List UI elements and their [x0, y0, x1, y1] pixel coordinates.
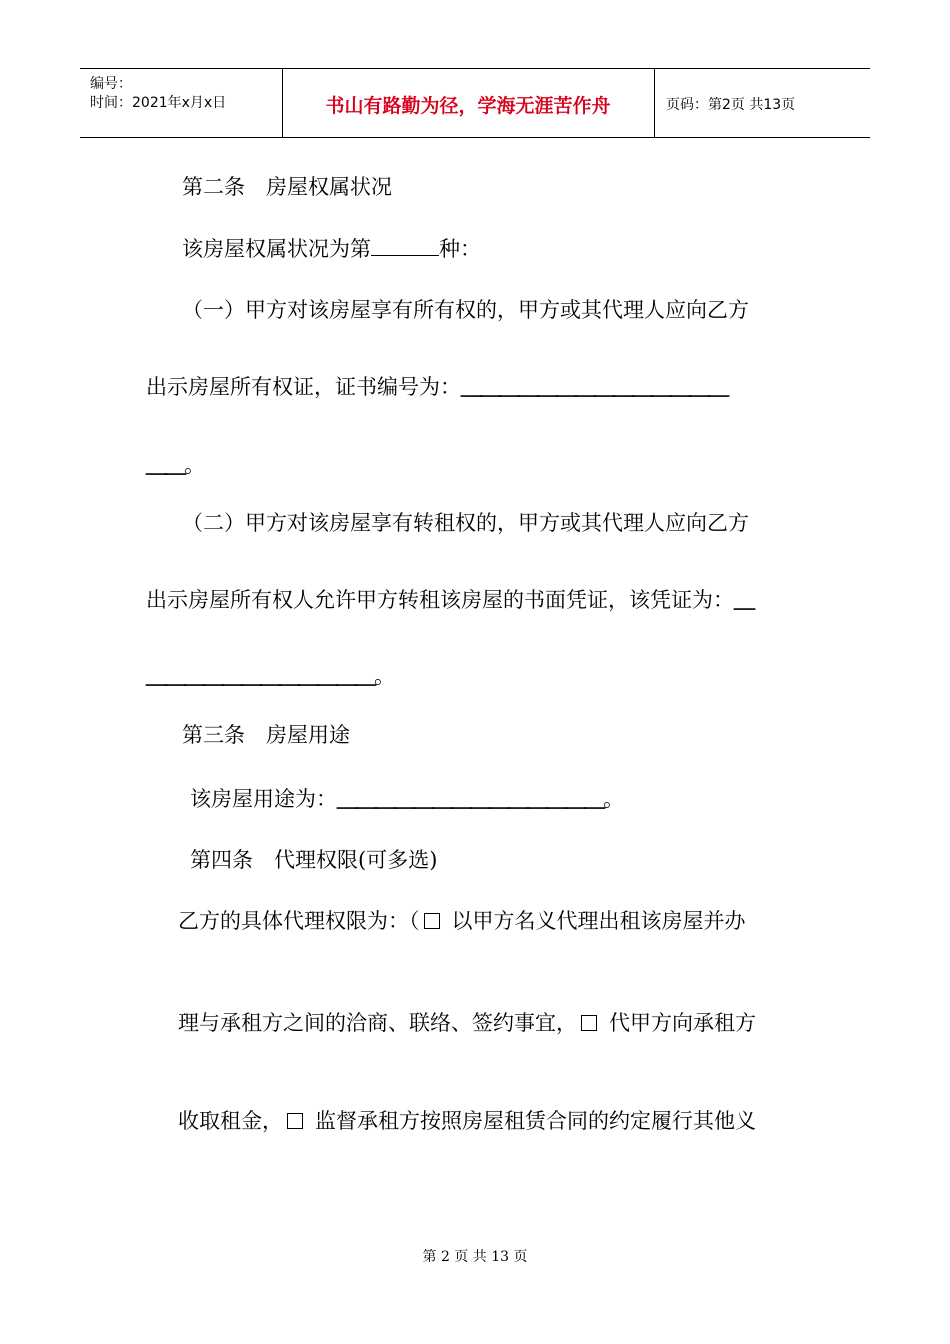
article-2-line-2: （一）甲方对该房屋享有所有权的，甲方或其代理人应向乙方 — [182, 298, 749, 322]
article-2-title: 第二条 房屋权属状况 — [182, 175, 392, 199]
text-segment: 乙方的具体代理权限为：（ — [178, 909, 420, 933]
article-3-line-1 — [190, 786, 624, 812]
voucher-blank-cont: ＿＿＿＿＿＿＿＿＿＿＿＿ — [146, 663, 374, 688]
header-motto-cell — [282, 69, 655, 137]
header-left-cell — [80, 69, 283, 137]
text-segment: 出示房屋所有权证，证书编号为： — [146, 375, 461, 399]
page-header — [80, 68, 870, 138]
text-segment: 代甲方向承租方 — [609, 1011, 756, 1035]
article-2-line-6 — [146, 587, 753, 613]
article-4-line-1 — [178, 908, 746, 934]
checkbox-icon[interactable] — [581, 1015, 597, 1031]
voucher-blank: ＿ — [734, 587, 753, 612]
document-number-label: 编号： — [90, 76, 132, 92]
text-segment: 出示房屋所有权人允许甲方转租该房屋的书面凭证，该凭证为： — [146, 588, 734, 612]
header-page-cell — [654, 69, 870, 137]
text-segment: 理与承租方之间的洽商、联络、签约事宜， — [178, 1011, 577, 1035]
text-segment: 该房屋用途为： — [190, 787, 337, 811]
text-segment: 。 — [184, 453, 205, 477]
text-segment: 该房屋权属状况为第 — [182, 237, 371, 261]
text-segment: 以甲方名义代理出租该房屋并办 — [451, 909, 746, 933]
text-segment: 种： — [439, 237, 481, 261]
article-2-line-5: （二）甲方对该房屋享有转租权的，甲方或其代理人应向乙方 — [182, 511, 749, 535]
header-page-info: 页码：第2页 共13页 — [666, 97, 796, 113]
certificate-number-blank: ＿＿＿＿＿＿＿＿＿＿＿＿＿＿ — [461, 374, 727, 399]
checkbox-icon[interactable] — [424, 913, 440, 929]
fill-in-blank — [371, 237, 439, 256]
article-4-title: 第四条 代理权限(可多选) — [190, 848, 438, 872]
header-motto: 书山有路勤为径，学海无涯苦作舟 — [325, 95, 611, 117]
article-3-title: 第三条 房屋用途 — [182, 723, 350, 747]
article-4-line-3 — [178, 1108, 756, 1134]
page-footer: 第 2 页 共 13 页 — [422, 1249, 528, 1265]
text-segment: 。 — [603, 787, 624, 811]
document-time-label: 时间：2021年x月x日 — [90, 95, 227, 111]
usage-blank: ＿＿＿＿＿＿＿＿＿＿＿＿＿＿ — [337, 786, 603, 811]
article-4-line-2 — [178, 1010, 756, 1036]
article-2-line-3 — [146, 374, 727, 400]
article-2-line-7 — [146, 663, 395, 689]
text-segment: 收取租金， — [178, 1109, 283, 1133]
certificate-number-blank-cont: ＿＿ — [146, 452, 184, 477]
article-2-line-1 — [182, 236, 481, 262]
checkbox-icon[interactable] — [287, 1113, 303, 1129]
article-2-line-4 — [146, 452, 205, 478]
text-segment: 监督承租方按照房屋租赁合同的约定履行其他义 — [315, 1109, 756, 1133]
text-segment: 。 — [374, 664, 395, 688]
